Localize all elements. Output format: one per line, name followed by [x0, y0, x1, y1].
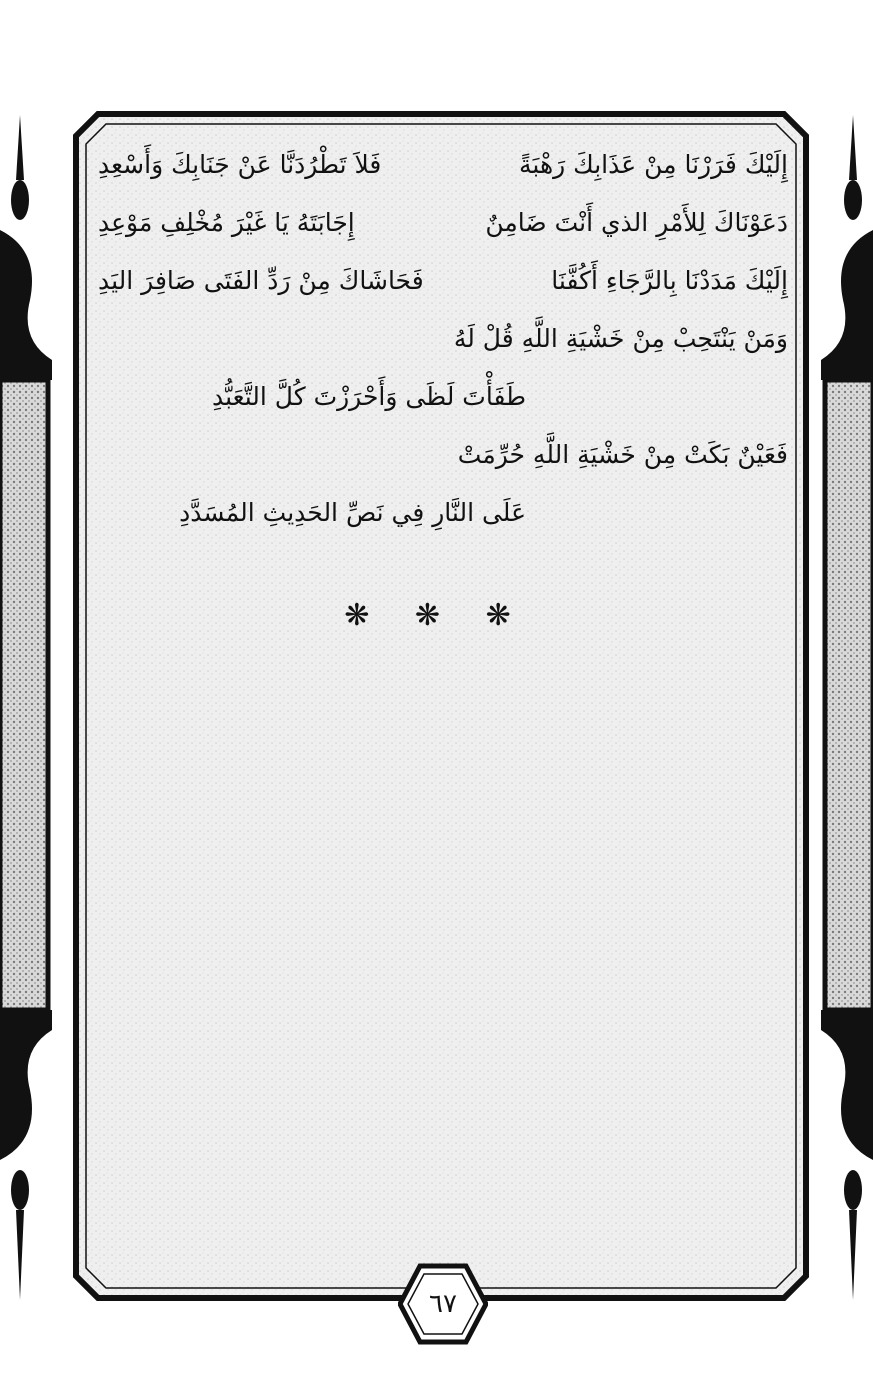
verse-line-2 — [98, 208, 788, 266]
verse-1-second-hemistich: فَلاَ تَطْرُدَنَّا عَنْ جَنَابِكَ وَأَسْعِدِ — [98, 150, 382, 179]
verse-line-4: وَمَنْ يَنْتَحِبْ مِنْ خَشْيَةِ اللَّهِ قُلْ لَهُ — [453, 324, 788, 353]
verse-2-first-hemistich: دَعَوْنَاكَ لِلأَمْرِ الذي أَنْتَ ضَامِنٌ — [485, 208, 788, 237]
poem-text — [98, 150, 788, 556]
page-number: ٦٧ — [429, 1289, 457, 1319]
section-separator-stars: ❋ ❋ ❋ — [344, 598, 529, 633]
verse-3-second-hemistich: فَحَاشَاكَ مِنْ رَدِّ الفَتَى صَافِرَ اليَدِ — [98, 266, 424, 295]
verse-line-5: طَفَأْتَ لَظَى وَأَحْرَزْتَ كُلَّ التَّعَبُّدِ — [212, 382, 526, 411]
right-ornament-border — [813, 0, 873, 1389]
verse-line-7: عَلَى النَّارِ فِي نَصِّ الحَدِيثِ المُسَدَّدِ — [179, 498, 526, 527]
verse-line-6: فَعَيْنٌ بَكَتْ مِنْ خَشْيَةِ اللَّهِ حُرِّمَتْ — [457, 440, 788, 469]
verse-2-second-hemistich: إِجَابَتَهُ يَا غَيْرَ مُخْلِفِ مَوْعِدِ — [98, 208, 355, 237]
verse-3-first-hemistich: إِلَيْكَ مَدَدْنَا بِالرَّجَاءِ أَكُفَّنَا — [551, 266, 788, 295]
verse-line-1 — [98, 150, 788, 208]
verse-1-first-hemistich: إِلَيْكَ فَرَرْنَا مِنْ عَذَابِكَ رَهْبَةً — [519, 150, 788, 179]
left-ornament-border — [0, 0, 60, 1389]
verse-line-3 — [98, 266, 788, 324]
